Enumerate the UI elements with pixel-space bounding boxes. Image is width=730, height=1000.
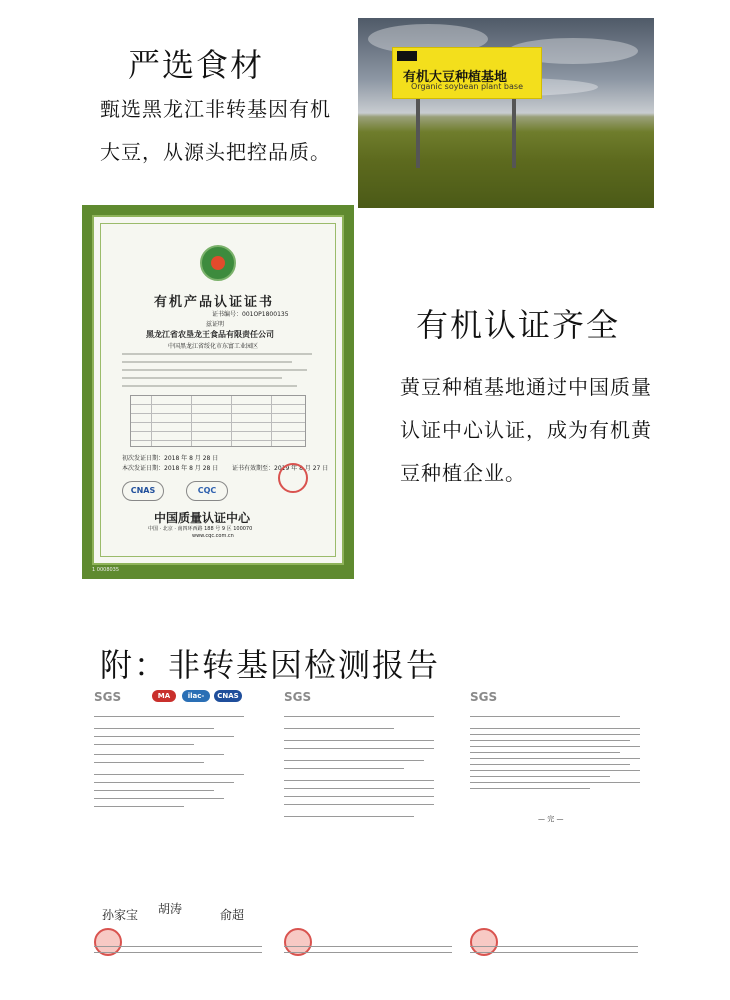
section-title-gmo-report: 附：非转基因检测报告 bbox=[100, 646, 441, 684]
ma-logo: MA bbox=[152, 690, 176, 702]
body-line: 黄豆种植基地通过中国质量 bbox=[400, 375, 652, 399]
certificate-company: 黑龙江省农垦龙王食品有限责任公司 bbox=[146, 330, 274, 339]
report-page bbox=[272, 684, 460, 966]
cqc-logo: CQC bbox=[186, 481, 228, 501]
certificate-center-address: 中国 · 北京 · 南四环西路 188 号 9 区 100070 bbox=[148, 526, 253, 532]
field-sign-title: 有机大豆种植基地 bbox=[403, 70, 508, 85]
field-sign-board bbox=[392, 47, 542, 99]
sgs-reports bbox=[82, 684, 646, 966]
certificate-center-name: 中国质量认证中心 bbox=[154, 511, 251, 525]
certificate-product-table bbox=[130, 395, 306, 447]
sign-logo-icon bbox=[397, 51, 417, 61]
cnas-logo: CNAS bbox=[122, 481, 164, 501]
body-line: 甄选黑龙江非转基因有机 bbox=[100, 97, 331, 121]
sgs-logo: SGS bbox=[284, 690, 312, 704]
body-line: 认证中心认证，成为有机黄 bbox=[400, 418, 652, 442]
cnas-logo: CNAS bbox=[214, 690, 242, 702]
certificate-date-current: 本次发证日期：2018 年 8 月 28 日 bbox=[122, 465, 219, 472]
report-page bbox=[458, 684, 646, 966]
section-title-strict-ingredients: 严选食材 bbox=[128, 46, 265, 84]
ilac-logo: ilac-MRA bbox=[182, 690, 210, 702]
certificate-title: 有机产品认证证书 bbox=[154, 295, 275, 310]
certificate-serial: 1 0008035 bbox=[92, 567, 120, 573]
section-body-strict-ingredients bbox=[100, 88, 331, 174]
certificate-proof: 兹证明 bbox=[206, 321, 225, 328]
section-title-organic-certified: 有机认证齐全 bbox=[416, 306, 621, 344]
certificate-date-expiry: 证书有效期至：2019 年 8 月 27 日 bbox=[232, 465, 329, 472]
signature: 孙家宝 bbox=[102, 908, 139, 922]
organic-emblem-icon bbox=[200, 245, 236, 281]
certificate-date-issue: 初次发证日期：2018 年 8 月 28 日 bbox=[122, 455, 219, 462]
certificate-stamp bbox=[278, 463, 308, 493]
signature: 胡涛 bbox=[158, 902, 183, 916]
sgs-logo: SGS bbox=[470, 690, 498, 704]
organic-certificate bbox=[82, 205, 354, 579]
certificate-address: 中国黑龙江省绥化市东富工业园区 bbox=[168, 343, 259, 350]
certificate-number: 证书编号：001OP1800135 bbox=[212, 311, 289, 318]
report-end-mark: — 完 — bbox=[538, 815, 564, 823]
body-line: 豆种植企业。 bbox=[400, 461, 526, 485]
field-sign-subtitle: Organic soybean plant base bbox=[411, 82, 523, 91]
section-body-organic-certified bbox=[400, 366, 652, 495]
report-page bbox=[82, 684, 270, 966]
sgs-logo: SGS bbox=[94, 690, 122, 704]
certificate-center-web: www.cqc.com.cn bbox=[192, 533, 234, 539]
body-line: 大豆，从源头把控品质。 bbox=[100, 140, 331, 164]
signature: 俞超 bbox=[220, 908, 245, 922]
